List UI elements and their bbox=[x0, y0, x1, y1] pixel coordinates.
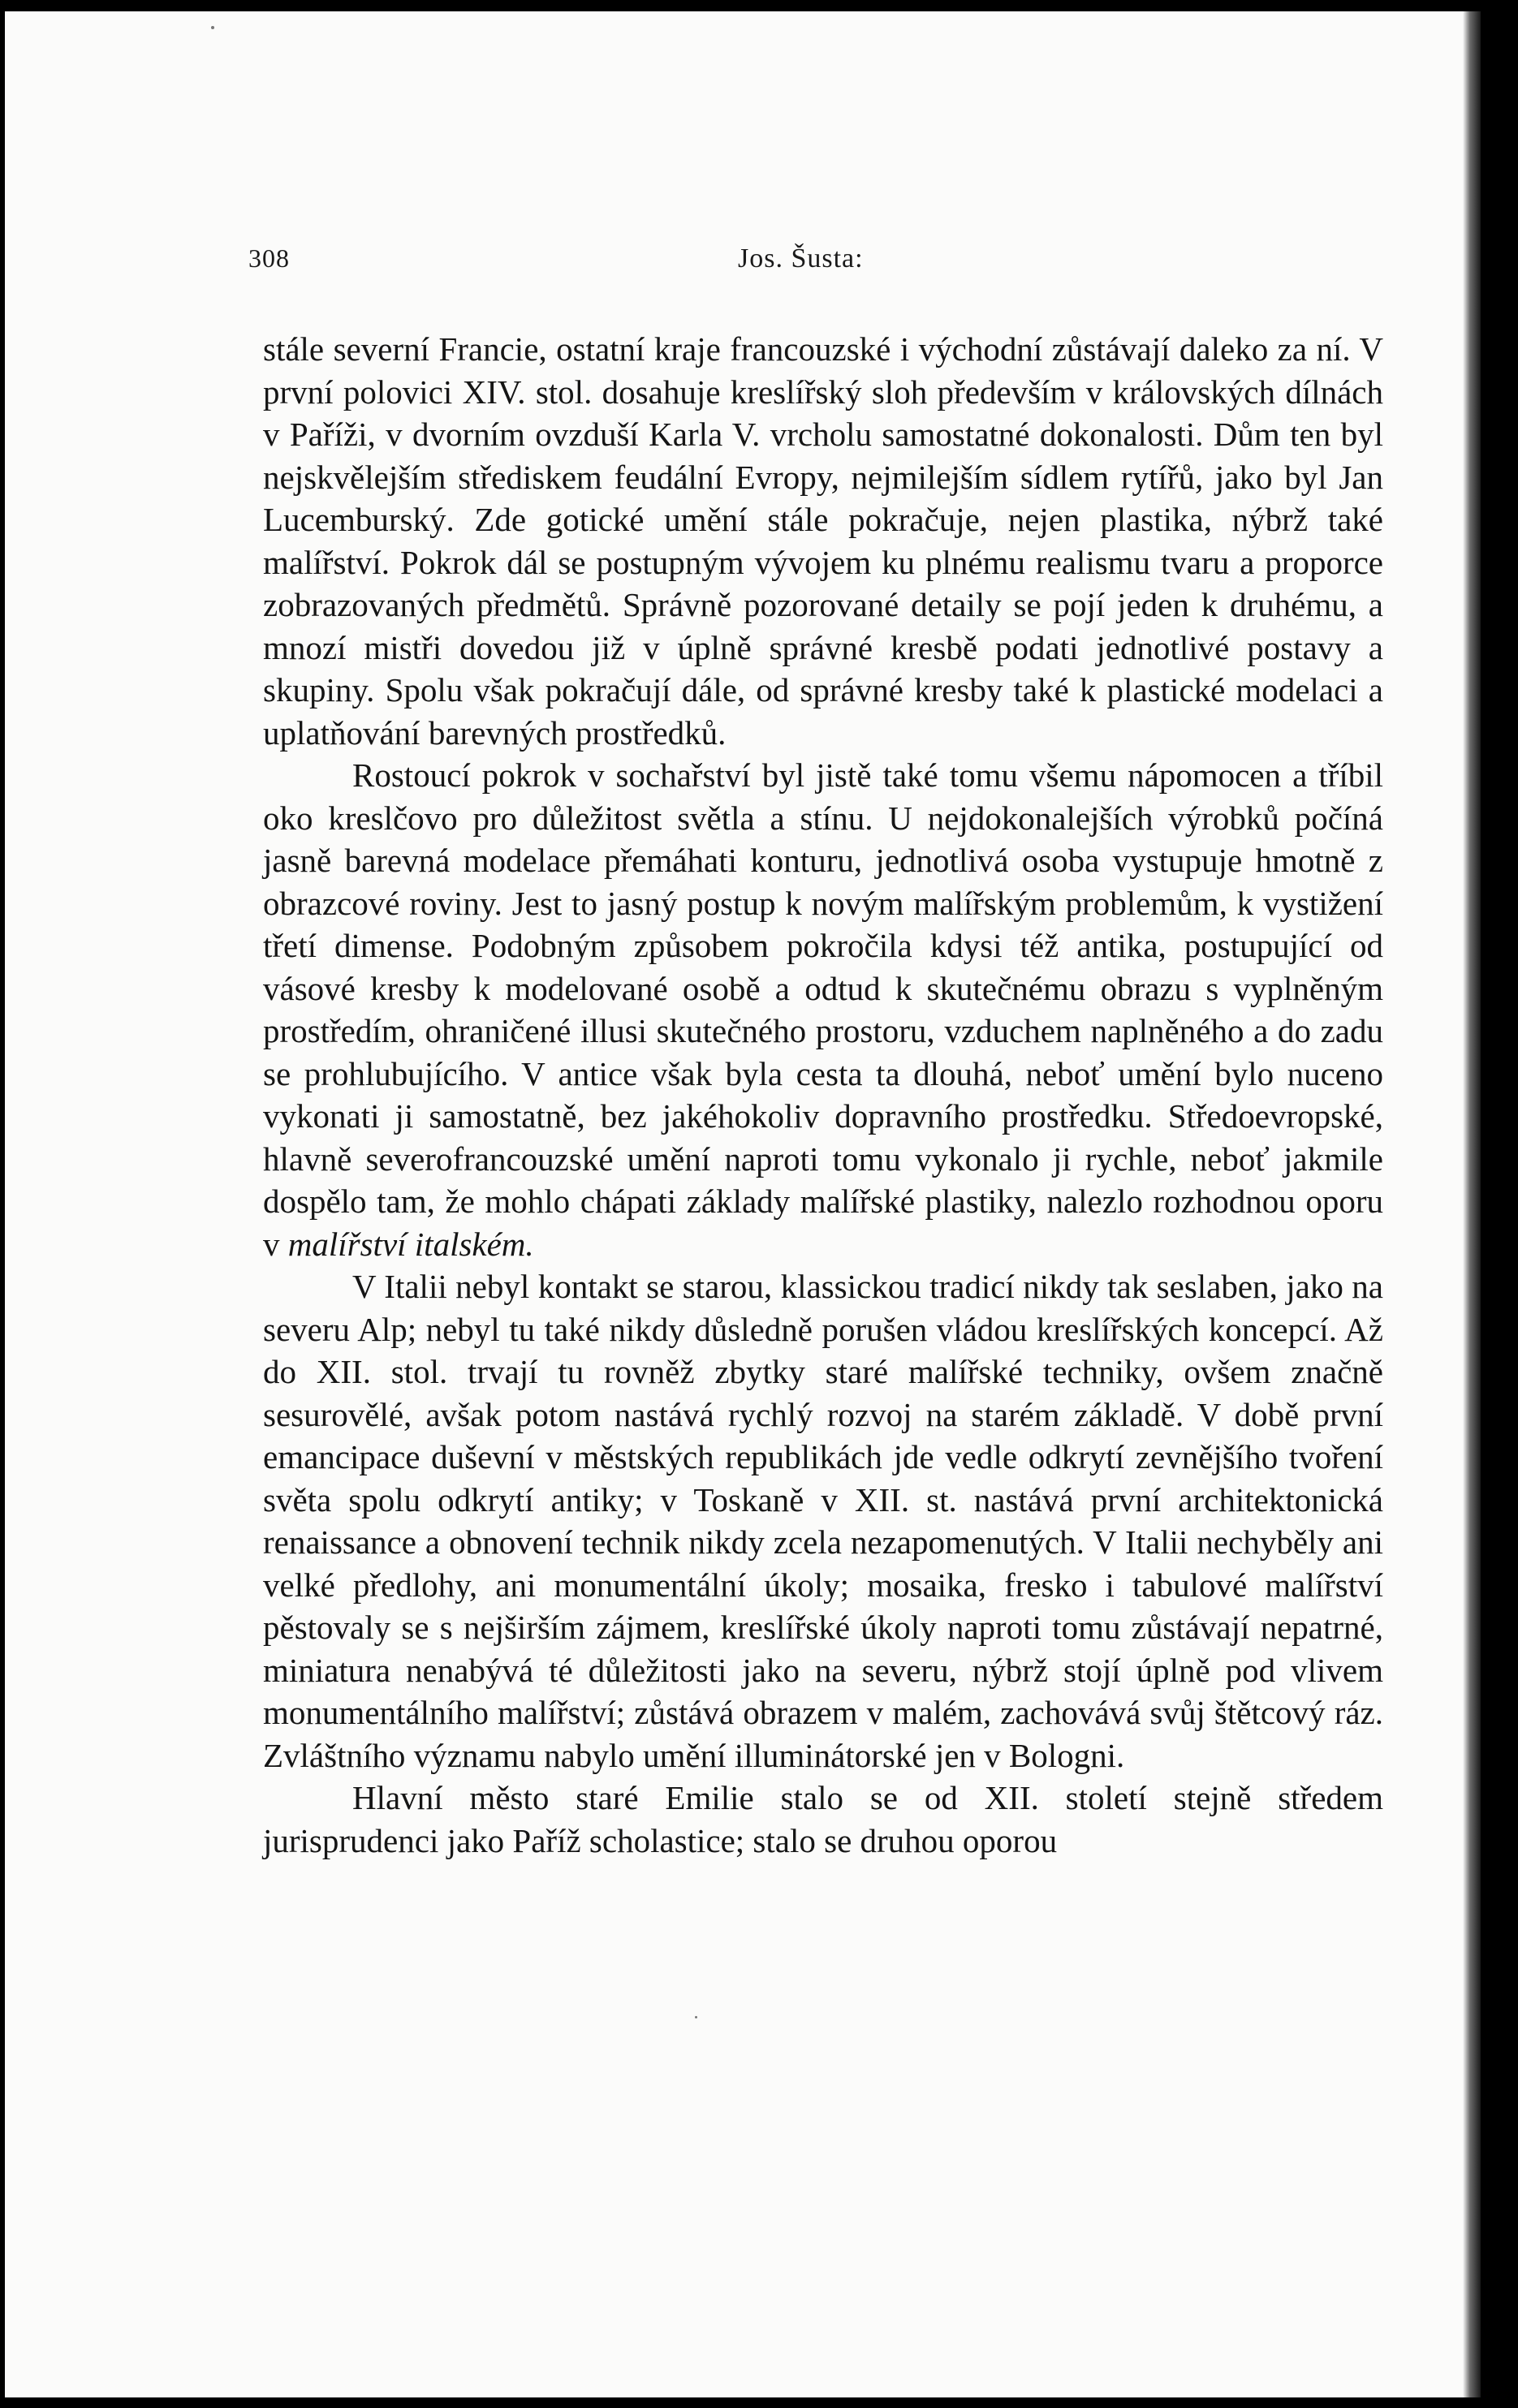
paragraph-text: Rostoucí pokrok v sochařství byl jistě také tomu všemu nápomocen a tříbil oko kreslčovo pro důležitost světla a stínu. U nejdokonalejších výrobků počíná jasně barevná modelace přemáhati konturu, jednotlivá osoba vystupuje hmotně z obrazcové roviny. Jest to jasný postup k novým malířským problemům, k vystižení třetí dimense. Podobným způsobem pokročila kdysi též antika, postupující od vásové kresby k modelované osobě a odtud k skutečnému obrazu s vyplněným prostředím, ohraničené illusi skutečného prostoru, vzduchem naplněného a do zadu se prohlubujícího. V antice však byla cesta ta dlouhá, neboť umění bylo nuceno vykonati ji samostatně, bez jakéhokoliv dopravního prostředku. Středoevropské, hlavně severofrancouzské umění naproti tomu vykonalo ji rychle, neboť jakmile dospělo tam, že mohlo chápati základy malířské plastiky, nalezlo rozhodnou oporu v bbox=[263, 756, 1383, 1263]
book-page bbox=[5, 11, 1481, 2397]
paragraph-2 bbox=[263, 754, 1383, 1265]
page-number: 308 bbox=[248, 243, 290, 273]
paragraph-text: V Italii nebyl kontakt se starou, klassickou tradicí nikdy tak seslaben, jako na severu Alp; nebyl tu také nikdy důsledně porušen vládou kreslířských koncepcí. Až do XII. stol. trvají tu rovněž zbytky staré malířské techniky, ovšem značně sesurovělé, avšak potom nastává rychlý rozvoj na starém základě. V době první emancipace duševní v městských republikách jde vedle odkrytí zevnějšího tvoření světa spolu odkrytí antiky; v Toskaně v XII. st. nastává první architektonická renaissance a obnovení technik nikdy zcela nezapomenutých. V Italii nechyběly ani velké předlohy, ani monumentální úkoly; mosaika, fresko i tabulové malířství pěstovaly se s nejširším zájmem, kreslířské úkoly naproti tomu zůstávají nepatrné, miniatura nenabývá té důležitosti jako na severu, nýbrž stojí úplně pod vlivem monumentálního malířství; zůstává obrazem v malém, zachovává svůj štětcový ráz. Zvláštního významu nabylo umění illuminátorské jen v Bologni. bbox=[263, 1268, 1383, 1774]
running-head: Jos. Šusta: bbox=[738, 243, 864, 274]
paragraph-4 bbox=[263, 1777, 1383, 1862]
emphasized-text: malířství italském. bbox=[287, 1225, 534, 1263]
paragraph-3 bbox=[263, 1265, 1383, 1777]
scan-speck bbox=[211, 26, 214, 29]
paragraph-text: stále severní Francie, ostatní kraje francouzské i východní zůstávají daleko za ní. V první polovici XIV. stol. dosahuje kreslířský sloh především v královských dílnách v Paříži, v dvorním ovzduší Karla V. vrcholu samostatné dokonalosti. Dům ten byl nejskvělejším střediskem feudální Evropy, nejmilejším sídlem rytířů, jako byl Jan Lucemburský. Zde gotické umění stále pokračuje, nejen plastika, nýbrž také malířství. Pokrok dál se postupným vývojem ku plnému realismu tvaru a proporce zobrazovaných předmětů. Správně pozorované detaily se pojí jeden k druhému, a mnozí mistři dovedou již v úplně správné kresbě podati jednotlivé postavy a skupiny. Spolu však pokračují dále, od správné kresby také k plastické modelaci a uplatňování barevných prostředků. bbox=[263, 330, 1383, 752]
paragraph-1 bbox=[263, 328, 1383, 754]
scan-speck bbox=[695, 2016, 697, 2018]
paragraph-text: Hlavní město staré Emilie stalo se od XII. století stejně středem jurisprudenci jako Paříž scholastice; stalo se druhou oporou bbox=[263, 1779, 1383, 1859]
body-text bbox=[263, 328, 1383, 1862]
page-edge-shadow bbox=[1463, 11, 1481, 2397]
page-header bbox=[5, 243, 1481, 284]
